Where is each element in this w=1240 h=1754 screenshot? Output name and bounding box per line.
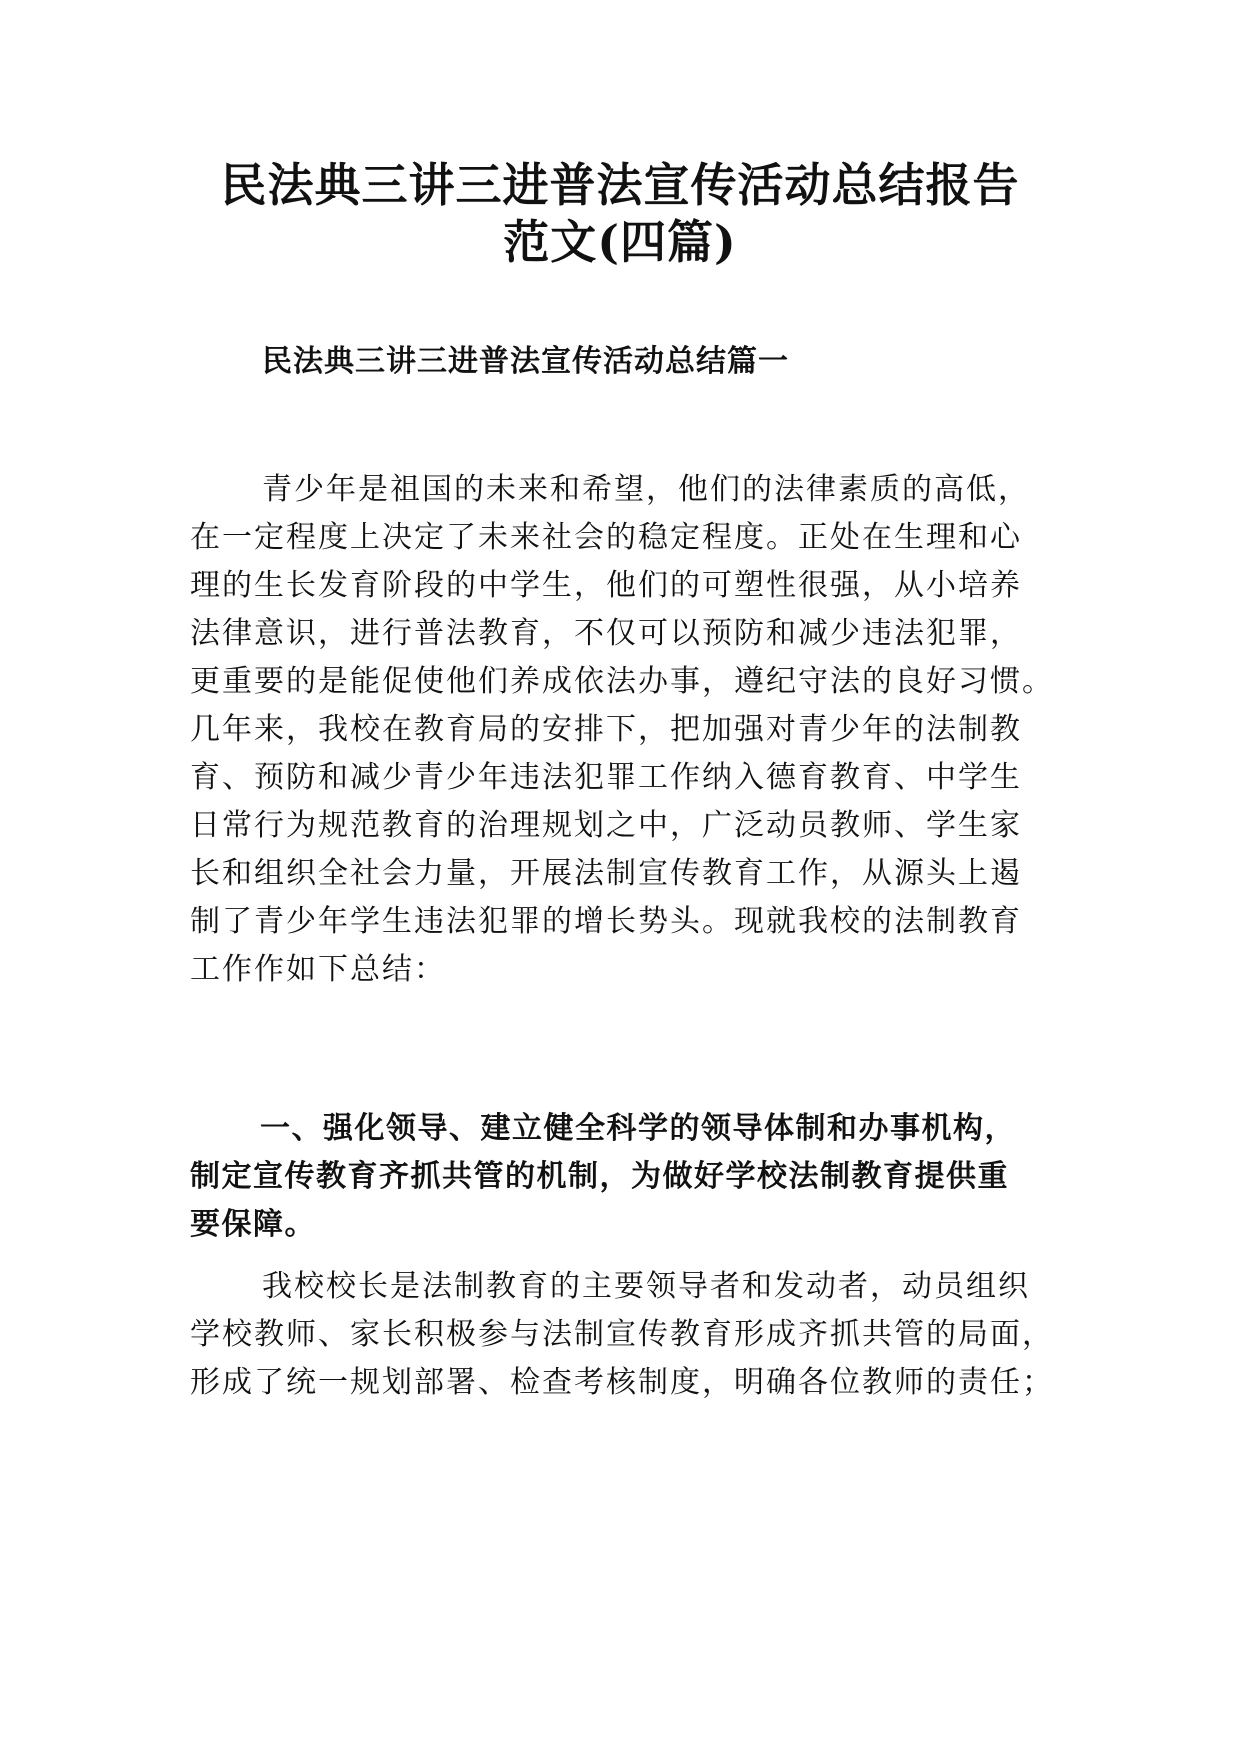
subheading-1-line: 要保障。 [190,1207,316,1242]
document-title-line-1: 民法典三讲三进普法宣传活动总结报告 [220,158,1020,212]
paragraph-1-line: 制了青少年学生违法犯罪的增长势头。现就我校的法制教育 [190,904,1022,939]
paragraph-1-line: 几年来，我校在教育局的安排下，把加强对青少年的法制教 [190,712,1022,747]
paragraph-2 [190,1263,1080,1407]
paragraph-1-line: 日常行为规范教育的治理规划之中，广泛动员教师、学生家 [190,808,1022,843]
paragraph-1-line: 理的生长发育阶段的中学生，他们的可塑性很强，从小培养 [190,568,1022,603]
paragraph-1 [190,466,1080,994]
subheading-1 [190,1105,1080,1249]
section-heading: 民法典三讲三进普法宣传活动总结篇一 [262,344,789,379]
paragraph-1-line: 更重要的是能促使他们养成依法办事，遵纪守法的良好习惯。 [190,664,1054,699]
paragraph-2-line: 学校教师、家长积极参与法制宣传教育形成齐抓共管的局面， [190,1317,1054,1352]
paragraph-1-line: 育、预防和减少青少年违法犯罪工作纳入德育教育、中学生 [190,760,1022,795]
document-title-line-2: 范文(四篇) [503,215,737,269]
paragraph-2-line: 我校校长是法制教育的主要领导者和发动者，动员组织 [262,1269,1030,1304]
paragraph-1-line: 在一定程度上决定了未来社会的稳定程度。正处在生理和心 [190,520,1022,555]
paragraph-1-line: 青少年是祖国的未来和希望，他们的法律素质的高低， [262,472,1030,507]
paragraph-1-line: 长和组织全社会力量，开展法制宣传教育工作，从源头上遏 [190,856,1022,891]
subheading-1-line: 制定宣传教育齐抓共管的机制，为做好学校法制教育提供重 [190,1159,1009,1194]
paragraph-2-line: 形成了统一规划部署、检查考核制度，明确各位教师的责任； [190,1365,1054,1400]
paragraph-1-line: 法律意识，进行普法教育，不仅可以预防和减少违法犯罪， [190,616,1022,651]
subheading-1-line: 一、强化领导、建立健全科学的领导体制和办事机构， [260,1111,1016,1146]
paragraph-1-line: 工作作如下总结： [190,952,446,987]
